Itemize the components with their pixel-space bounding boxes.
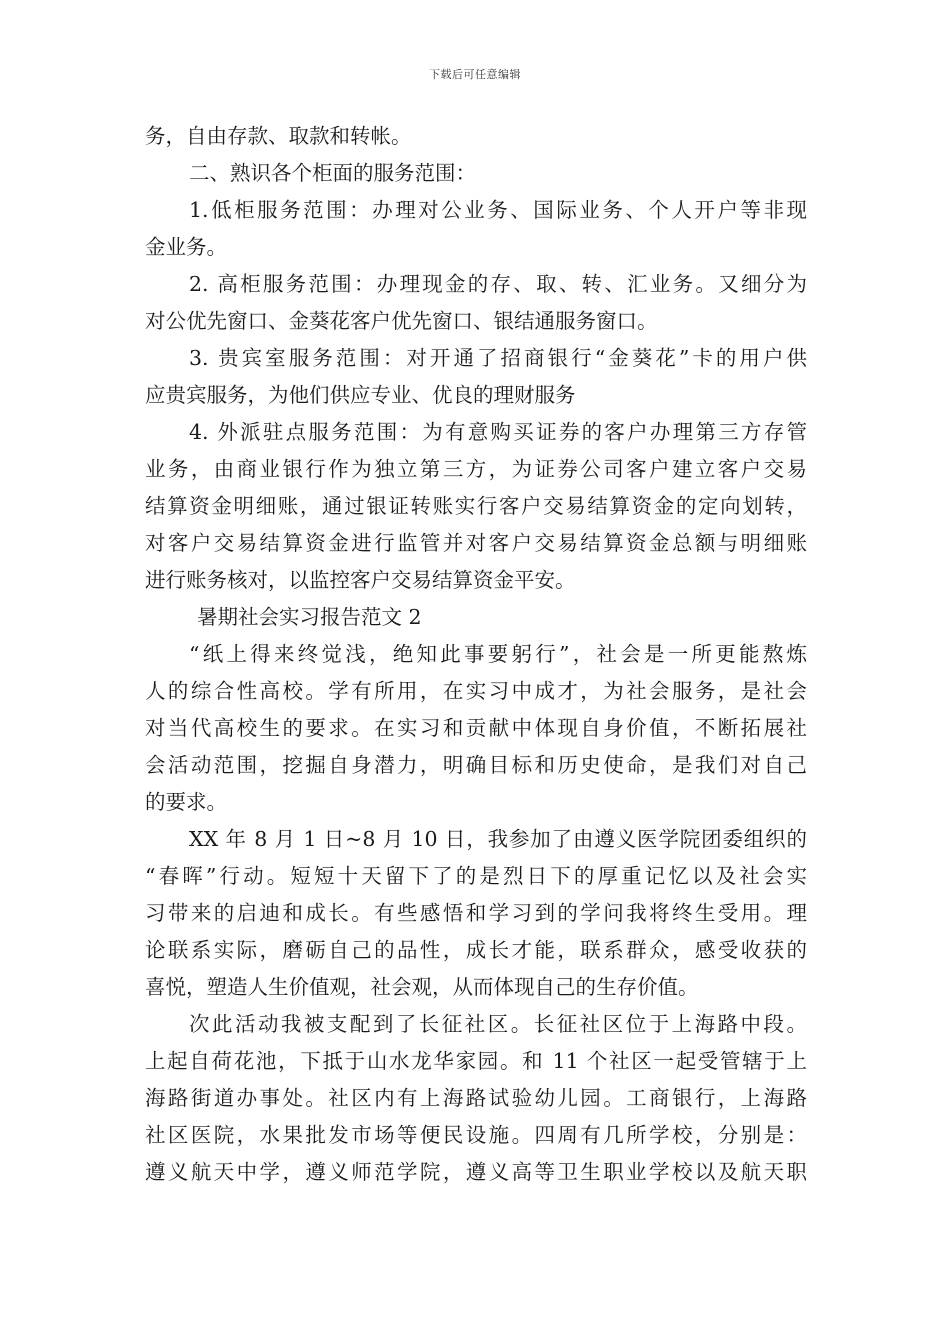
text-line: “春晖”行动。短短十天留下了的是烈日下的厚重记忆以及社会实 xyxy=(145,864,807,888)
text-line: XX 年 8 月 1 日~8 月 10 日，我参加了由遵义医学院团委组织的 xyxy=(189,827,807,851)
text-line: 进行账务核对，以监控客户交易结算资金平安。 xyxy=(145,568,576,592)
text-line: 海路街道办事处。社区内有上海路试验幼儿园。工商银行，上海路 xyxy=(145,1086,807,1110)
text-line: 习带来的启迪和成长。有些感悟和学习到的学问我将终生受用。理 xyxy=(145,901,807,925)
text-line: 应贵宾服务，为他们供应专业、优良的理财服务 xyxy=(145,383,576,407)
text-line: 对公优先窗口、金葵花客户优先窗口、银结通服务窗口。 xyxy=(145,309,658,333)
text-line: “纸上得来终觉浅，绝知此事要躬行”，社会是一所更能熬炼 xyxy=(189,642,807,666)
text-line: 务，自由存款、取款和转帐。 xyxy=(145,124,412,148)
text-line: 对当代高校生的要求。在实习和贡献中体现自身价值，不断拓展社 xyxy=(145,716,807,740)
section-heading: 二、熟识各个柜面的服务范围： xyxy=(189,161,476,185)
page-header: 下载后可任意编辑 xyxy=(429,68,521,81)
text-line: 1.低柜服务范围：办理对公业务、国际业务、个人开户等非现 xyxy=(189,198,807,222)
document-body xyxy=(145,118,807,1191)
text-line: 2. 高柜服务范围：办理现金的存、取、转、汇业务。又细分为 xyxy=(189,272,807,296)
text-line: 结算资金明细账，通过银证转账实行客户交易结算资金的定向划转， xyxy=(145,494,807,518)
text-line: 论联系实际，磨砺自己的品性，成长才能，联系群众，感受收获的 xyxy=(145,938,807,962)
text-line: 4. 外派驻点服务范围：为有意购买证券的客户办理第三方存管 xyxy=(189,420,807,444)
text-line: 遵义航天中学，遵义师范学院，遵义高等卫生职业学校以及航天职 xyxy=(145,1160,807,1184)
text-line: 次此活动我被支配到了长征社区。长征社区位于上海路中段。 xyxy=(189,1012,807,1036)
text-line: 上起自荷花池，下抵于山水龙华家园。和 11 个社区一起受管辖于上 xyxy=(145,1049,807,1073)
text-line: 人的综合性高校。学有所用，在实习中成才，为社会服务，是社会 xyxy=(145,679,807,703)
text-line: 的要求。 xyxy=(145,790,227,814)
section-title: 暑期社会实习报告范文 2 xyxy=(197,605,422,629)
text-line: 喜悦，塑造人生价值观，社会观，从而体现自己的生存价值。 xyxy=(145,975,699,999)
text-line: 对客户交易结算资金进行监管并对客户交易结算资金总额与明细账 xyxy=(145,531,807,555)
text-line: 金业务。 xyxy=(145,235,227,259)
text-line: 社区医院，水果批发市场等便民设施。四周有几所学校，分别是： xyxy=(145,1123,807,1147)
text-line: 业务，由商业银行作为独立第三方，为证券公司客户建立客户交易 xyxy=(145,457,807,481)
text-line: 会活动范围，挖掘自身潜力，明确目标和历史使命，是我们对自己 xyxy=(145,753,807,777)
text-line: 3. 贵宾室服务范围：对开通了招商银行“金葵花”卡的用户供 xyxy=(189,346,807,370)
